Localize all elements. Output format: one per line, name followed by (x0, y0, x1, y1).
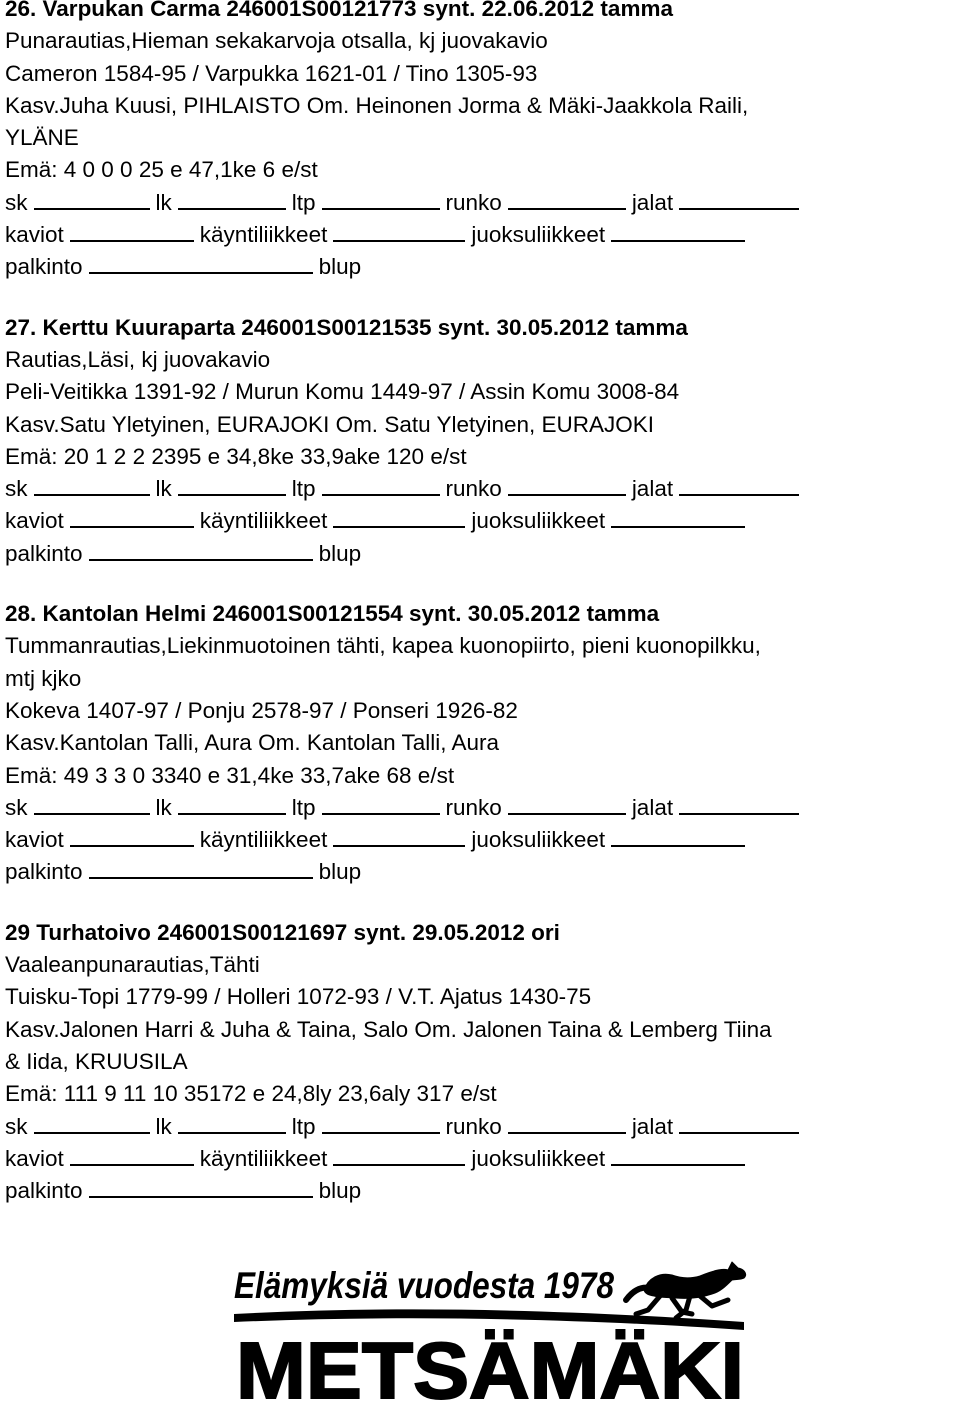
field-label-sk: sk (5, 189, 28, 215)
field-blank-runko (508, 793, 626, 815)
field-label-lk: lk (155, 1113, 172, 1139)
color-markings: Tummanrautias,Liekinmuotoinen tähti, kapea kuonopiirto, pieni kuonopilkku, (5, 633, 761, 659)
field-label-jalat: jalat (631, 189, 674, 215)
judging-row-3 (5, 251, 957, 283)
field-blank-juoksuliikkeet (611, 506, 745, 528)
pedigree: Cameron 1584-95 / Varpukka 1621-01 / Tino 1305-93 (5, 60, 538, 86)
field-label-juoksuliikkeet: juoksuliikkeet (471, 827, 606, 853)
horse-entry-28 (5, 598, 957, 889)
field-blank-kayntiliikkeet (333, 1144, 465, 1166)
color-markings: Rautias,Läsi, kj juovakavio (5, 346, 271, 372)
dam-stats: Emä: 20 1 2 2 2395 e 34,8ke 33,9ake 120 e/st (5, 443, 467, 469)
field-blank-juoksuliikkeet (611, 825, 745, 847)
field-label-runko: runko (445, 476, 502, 502)
field-blank-lk (178, 474, 286, 496)
field-blank-jalat (679, 188, 799, 210)
field-blank-ltp (322, 793, 440, 815)
judging-row-1 (5, 792, 957, 824)
pedigree: Tuisku-Topi 1779-99 / Holleri 1072-93 / V.T. Ajatus 1430-75 (5, 984, 592, 1010)
catalog-page (5, 0, 957, 1207)
judging-row-3 (5, 538, 957, 570)
field-label-runko: runko (445, 189, 502, 215)
field-blank-jalat (679, 474, 799, 496)
field-label-ltp: ltp (291, 794, 316, 820)
field-label-kayntiliikkeet: käyntiliikkeet (199, 508, 328, 534)
field-label-ltp: ltp (291, 189, 316, 215)
field-blank-kayntiliikkeet (333, 506, 465, 528)
field-blank-juoksuliikkeet (611, 220, 745, 242)
breeder-owner-cont: & Iida, KRUUSILA (5, 1048, 188, 1074)
field-blank-ltp (322, 474, 440, 496)
field-label-palkinto: palkinto (5, 859, 83, 885)
field-label-blup: blup (318, 1178, 362, 1204)
field-label-kayntiliikkeet: käyntiliikkeet (199, 1145, 328, 1171)
breeder-owner: Kasv.Kantolan Talli, Aura Om. Kantolan Talli, Aura (5, 730, 500, 756)
field-label-ltp: ltp (291, 1113, 316, 1139)
field-blank-kayntiliikkeet (333, 825, 465, 847)
logo-slogan: Elämyksiä vuodesta 1978 (234, 1265, 615, 1306)
field-label-lk: lk (155, 794, 172, 820)
field-label-kayntiliikkeet: käyntiliikkeet (199, 222, 328, 248)
trotting-horse-icon (626, 1262, 746, 1318)
dam-stats: Emä: 111 9 11 10 35172 e 24,8ly 23,6aly 317 e/st (5, 1081, 497, 1107)
field-blank-kaviot (70, 220, 194, 242)
field-label-jalat: jalat (631, 476, 674, 502)
breeder-owner: Kasv.Jalonen Harri & Juha & Taina, Salo Om. Jalonen Taina & Lemberg Tiina (5, 1016, 772, 1042)
field-label-runko: runko (445, 1113, 502, 1139)
pedigree: Peli-Veitikka 1391-92 / Murun Komu 1449-97 / Assin Komu 3008-84 (5, 379, 680, 405)
field-label-lk: lk (155, 189, 172, 215)
field-label-sk: sk (5, 476, 28, 502)
judging-row-3 (5, 856, 957, 888)
entry-header: 27. Kerttu Kuuraparta 246001S00121535 synt. 30.05.2012 tamma (5, 314, 688, 340)
field-label-kaviot: kaviot (5, 508, 64, 534)
field-blank-lk (178, 793, 286, 815)
field-blank-palkinto (89, 857, 313, 879)
field-blank-ltp (322, 1112, 440, 1134)
field-blank-lk (178, 1112, 286, 1134)
field-blank-juoksuliikkeet (611, 1144, 745, 1166)
judging-row-2 (5, 219, 957, 251)
field-blank-jalat (679, 1112, 799, 1134)
field-label-blup: blup (318, 540, 362, 566)
field-blank-lk (178, 188, 286, 210)
horse-entry-27 (5, 312, 957, 570)
field-label-kaviot: kaviot (5, 1145, 64, 1171)
field-label-palkinto: palkinto (5, 540, 83, 566)
field-label-ltp: ltp (291, 476, 316, 502)
judging-row-2 (5, 1143, 957, 1175)
field-blank-kaviot (70, 1144, 194, 1166)
field-label-sk: sk (5, 1113, 28, 1139)
field-blank-sk (34, 474, 150, 496)
field-blank-ltp (322, 188, 440, 210)
field-label-lk: lk (155, 476, 172, 502)
entry-header: 26. Varpukan Carma 246001S00121773 synt. 22.06.2012 tamma (5, 0, 673, 21)
field-label-juoksuliikkeet: juoksuliikkeet (471, 1145, 606, 1171)
field-blank-runko (508, 474, 626, 496)
judging-row-1 (5, 187, 957, 219)
field-label-blup: blup (318, 859, 362, 885)
field-label-kaviot: kaviot (5, 222, 64, 248)
field-label-kayntiliikkeet: käyntiliikkeet (199, 827, 328, 853)
logo-name: METSÄMÄKI (236, 1326, 744, 1411)
breeder-owner: Kasv.Satu Yletyinen, EURAJOKI Om. Satu Yletyinen, EURAJOKI (5, 411, 655, 437)
judging-row-2 (5, 505, 957, 537)
color-markings: Punarautias,Hieman sekakarvoja otsalla, kj juovakavio (5, 28, 548, 54)
field-label-juoksuliikkeet: juoksuliikkeet (471, 508, 606, 534)
field-label-sk: sk (5, 794, 28, 820)
field-label-blup: blup (318, 254, 362, 280)
color-markings: Vaaleanpunarautias,Tähti (5, 952, 260, 978)
horse-entry-26 (5, 0, 957, 284)
field-blank-palkinto (89, 252, 313, 274)
field-blank-sk (34, 188, 150, 210)
field-blank-runko (508, 188, 626, 210)
field-blank-kaviot (70, 506, 194, 528)
field-label-jalat: jalat (631, 794, 674, 820)
color-markings-cont: mtj kjko (5, 665, 82, 691)
judging-row-2 (5, 824, 957, 856)
dam-stats: Emä: 49 3 3 0 3340 e 31,4ke 33,7ake 68 e/st (5, 762, 455, 788)
breeder-owner-cont: YLÄNE (5, 125, 79, 151)
metsamaki-logo (0, 1248, 960, 1411)
judging-row-1 (5, 1111, 957, 1143)
field-label-runko: runko (445, 794, 502, 820)
field-label-palkinto: palkinto (5, 254, 83, 280)
judging-row-1 (5, 473, 957, 505)
field-label-kaviot: kaviot (5, 827, 64, 853)
entry-header: 28. Kantolan Helmi 246001S00121554 synt. 30.05.2012 tamma (5, 601, 660, 627)
field-blank-palkinto (89, 1176, 313, 1198)
field-blank-palkinto (89, 539, 313, 561)
dam-stats: Emä: 4 0 0 0 25 e 47,1ke 6 e/st (5, 157, 318, 183)
entry-header: 29 Turhatoivo 246001S00121697 synt. 29.05.2012 ori (5, 919, 560, 945)
field-blank-sk (34, 1112, 150, 1134)
judging-row-3 (5, 1175, 957, 1207)
field-label-juoksuliikkeet: juoksuliikkeet (471, 222, 606, 248)
field-blank-runko (508, 1112, 626, 1134)
field-label-palkinto: palkinto (5, 1178, 83, 1204)
field-blank-kayntiliikkeet (333, 220, 465, 242)
breeder-owner: Kasv.Juha Kuusi, PIHLAISTO Om. Heinonen Jorma & Mäki-Jaakkola Raili, (5, 92, 749, 118)
horse-entry-29 (5, 917, 957, 1208)
field-label-jalat: jalat (631, 1113, 674, 1139)
field-blank-sk (34, 793, 150, 815)
field-blank-jalat (679, 793, 799, 815)
field-blank-kaviot (70, 825, 194, 847)
pedigree: Kokeva 1407-97 / Ponju 2578-97 / Ponseri 1926-82 (5, 697, 518, 723)
